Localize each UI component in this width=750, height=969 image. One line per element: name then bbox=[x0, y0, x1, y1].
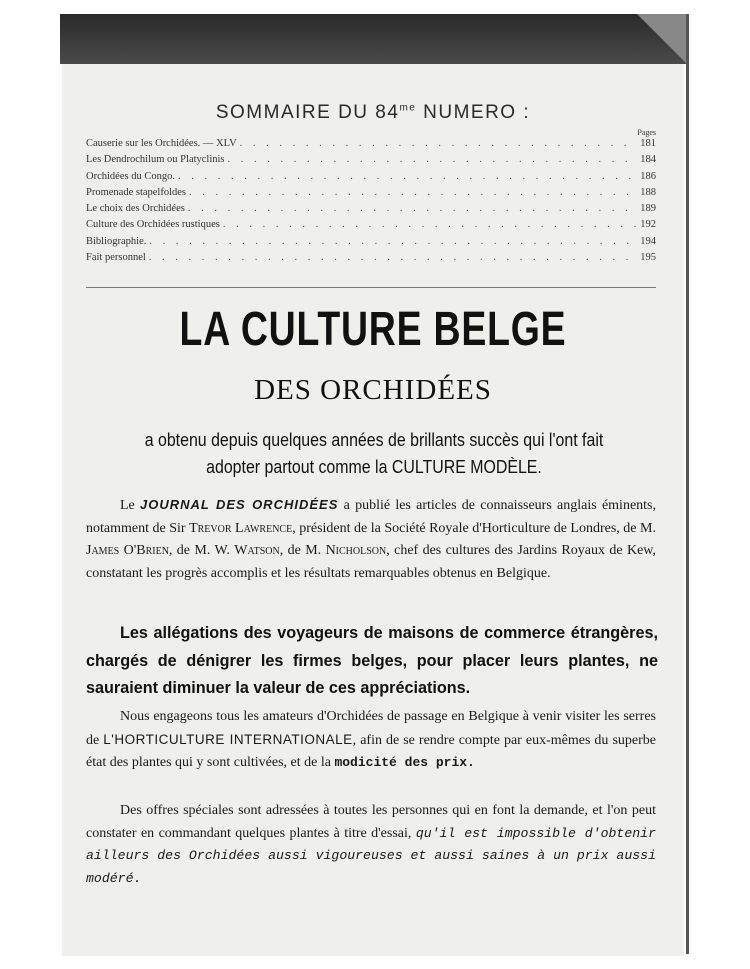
toc-item[interactable]: Les Dendrochilum ou Platyclinis . . . 184 bbox=[86, 154, 656, 170]
divider bbox=[86, 287, 656, 288]
subheadline: DES ORCHIDÉES bbox=[254, 374, 492, 406]
toc-item[interactable]: Fait personnel . . . 195 bbox=[86, 252, 656, 268]
paragraph-offers: Des offres spéciales sont adressées à toutes les personnes qui en font la demande, et l'on peut constater en commandant quelques plantes à titre d'essai, qu'il est impossible d'obtenir ailleurs des Orchidées aussi vigoureuses et aussi saines à un prix aussi modéré. bbox=[86, 803, 656, 886]
lead-text: a obtenu depuis quelques années de brillants succès qui l'ont fait adopter partout comme la CULTURE MODÈLE. bbox=[144, 429, 604, 477]
paragraph-invitation: Nous engageons tous les amateurs d'Orchidées de passage en Belgique à venir visiter les serres de L'HORTICULTURE INTERNATIONALE, afin de se rendre compte par eux-mêmes du superbe état des plantes qui y sont cultivées, et de la modicité des prix. bbox=[86, 709, 657, 770]
toc-item[interactable]: Culture des Orchidées rustiques . . . 192 bbox=[86, 219, 656, 235]
scan-border-right bbox=[686, 14, 689, 954]
toc-item[interactable]: Le choix des Orchidées . . . 189 bbox=[86, 203, 656, 219]
toc-item[interactable]: Bibliographie. . . . 194 bbox=[86, 236, 656, 252]
headline: LA CULTURE BELGE bbox=[179, 303, 567, 356]
toc-item[interactable]: Orchidées du Congo. . . . 186 bbox=[86, 171, 656, 187]
toc-item[interactable]: Causerie sur les Orchidées. — XLV . . . 181 bbox=[86, 138, 656, 154]
summary-title: SOMMAIRE DU $84^{me}$ NUMERO : bbox=[215, 102, 531, 123]
toc-item[interactable]: Promenade stapelfoldes . . . 188 bbox=[86, 187, 656, 203]
document-page bbox=[62, 64, 684, 956]
paragraph-journal: Le JOURNAL DES ORCHIDÉES a publié les articles de connaisseurs anglais éminents, notamment de Sir Trevor Lawrence, président de la Société Royale d'Horticulture de Londres, de M. James O'Brien, de M. W. Watson, de M. Nicholson, chef des cultures des Jardins Royaux de Kew, constatant les progrès accomplis et les résultats remarquables obtenus en Belgique. bbox=[86, 497, 656, 581]
paragraph-allegations: Les allégations des voyageurs de maisons de commerce étrangères, chargés de dénigrer les firmes belges, pour placer leurs plantes, ne sauraient diminuer la valeur de ces appréciations. bbox=[86, 624, 658, 697]
scan-border-top bbox=[60, 14, 687, 64]
table-of-contents bbox=[86, 138, 656, 268]
pages-column-label: Pages bbox=[637, 128, 656, 137]
